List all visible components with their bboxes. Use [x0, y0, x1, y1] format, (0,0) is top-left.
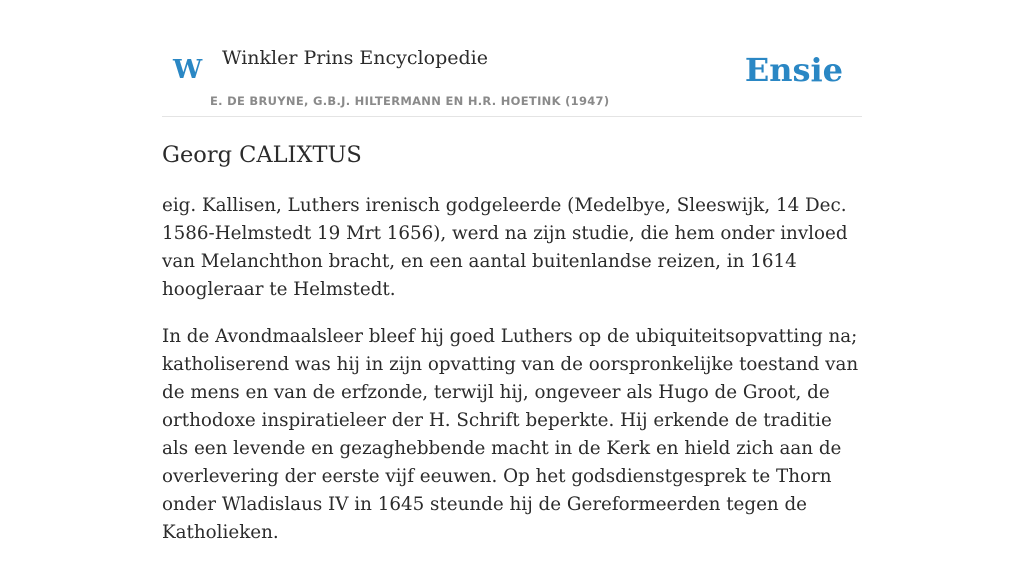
- article-body: [162, 192, 862, 566]
- article-paragraph: In de Avondmaalsleer bleef hij goed Luthers op de ubiquiteitsopvatting na; katholiserend was hij in zijn opvatting van de oorspronkelijke toestand van de mens en van de erfzonde, terwijl hij, ongeveer als Hugo de Groot, de orthodoxe inspiratieleer der H. Schrift beperkte. Hij erkende de traditie als een levende en gezaghebbende macht in de Kerk en hield zich aan de overlevering der eerste vijf eeuwen. Op het godsdienstgesprek te Thorn onder Wladislaus IV in 1645 steunde hij de Gereformeerden tegen de Katholieken.: [162, 326, 859, 543]
- article-paragraph: eig. Kallisen, Luthers irenisch godgeleerde (Medelbye, Sleeswijk, 14 Dec. 1586-Helmstedt 19 Mrt 1656), werd na zijn studie, die hem onder invloed van Melanchthon bracht, en een aantal buitenlandse reizen, in 1614 hoogleraar te Helmstedt.: [162, 195, 848, 300]
- winkler-prins-logo-icon[interactable]: W: [173, 55, 203, 85]
- ensie-logo[interactable]: Ensie: [744, 51, 843, 89]
- source-title[interactable]: Winkler Prins Encyclopedie: [222, 47, 488, 69]
- page: [162, 0, 862, 543]
- article-title: Georg CALIXTUS: [162, 142, 362, 168]
- source-authors: E. DE BRUYNE, G.B.J. HILTERMANN EN H.R. HOETINK (1947): [210, 94, 610, 108]
- header: [162, 0, 862, 117]
